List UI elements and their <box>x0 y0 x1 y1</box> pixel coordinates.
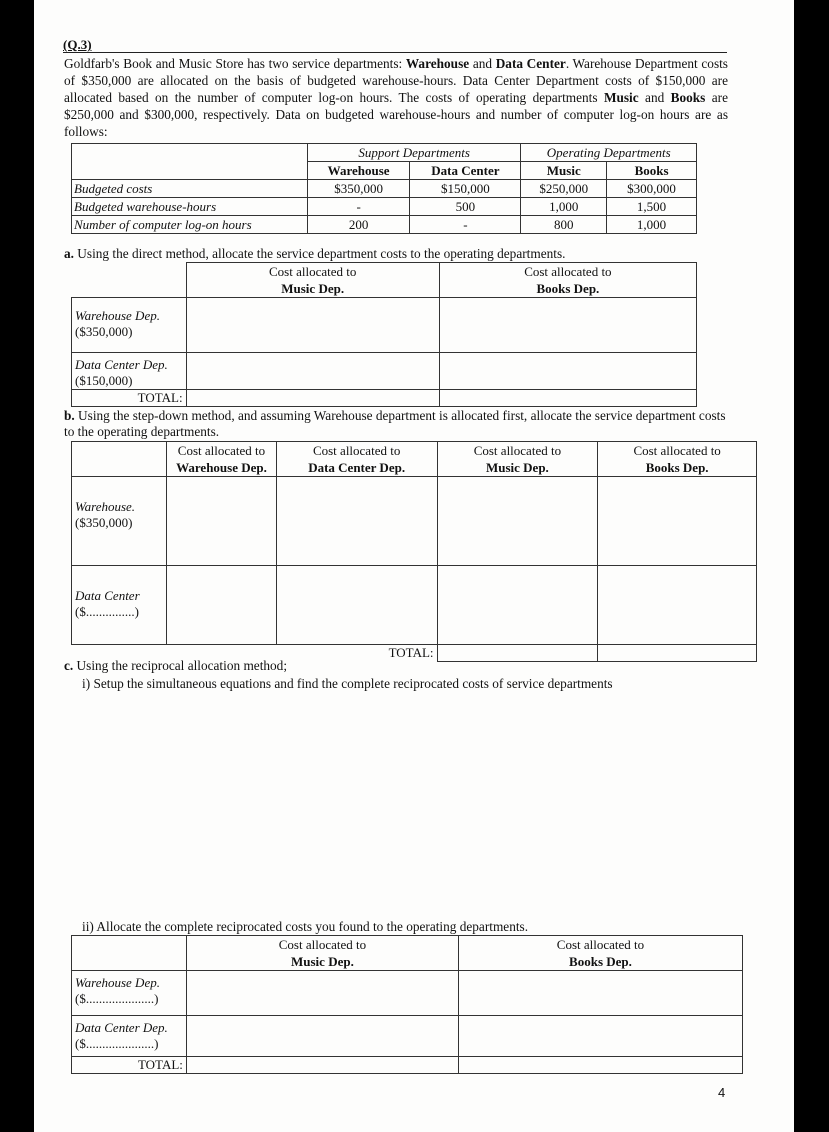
part-c-text: Using the reciprocal allocation method; <box>73 658 288 673</box>
answer-cell[interactable] <box>186 353 439 390</box>
blank-cell <box>72 936 187 971</box>
part-a-text: Using the direct method, allocate the service department costs to the operating departments. <box>73 246 566 261</box>
total-label: TOTAL: <box>72 645 438 662</box>
col-prefix: Cost allocated to <box>524 264 612 279</box>
cell: 1,000 <box>607 216 697 234</box>
col-prefix: Cost allocated to <box>633 443 721 458</box>
total-cell[interactable] <box>439 390 696 407</box>
answer-cell[interactable] <box>276 477 437 566</box>
col-title: Data Center Dep. <box>308 460 406 475</box>
step-down-table <box>71 441 757 662</box>
cell: $350,000 <box>307 180 410 198</box>
col-warehouse: Warehouse <box>307 162 410 180</box>
intro-text-3: . Warehouse Department costs of $350,000 are allocated on the basis of budgeted warehouse-hours. Data Center Department costs of $150,000 are allocated based on the number of computer log-on hours. The costs of operating departments <box>64 56 728 105</box>
row-amount: ($.....................) <box>75 1036 159 1051</box>
cell: $300,000 <box>607 180 697 198</box>
col-books-alloc <box>439 263 696 298</box>
budget-data-table <box>71 143 697 234</box>
part-c-ii: ii) Allocate the complete reciprocated costs you found to the operating departments. <box>82 919 529 934</box>
warehouse-row-label <box>72 971 187 1016</box>
part-c-title <box>64 658 287 674</box>
question-intro <box>64 55 728 140</box>
cell: - <box>307 198 410 216</box>
cell: 500 <box>410 198 521 216</box>
total-cell[interactable] <box>437 645 598 662</box>
part-c-i: i) Setup the simultaneous equations and find the complete reciprocated costs of service departments <box>82 676 613 691</box>
col-title: Warehouse Dep. <box>176 460 267 475</box>
table-row <box>72 198 697 216</box>
row-label: Number of computer log-on hours <box>72 216 308 234</box>
answer-cell[interactable] <box>439 353 696 390</box>
total-cell[interactable] <box>186 390 439 407</box>
data-center-row-label <box>72 1016 187 1057</box>
total-cell[interactable] <box>458 1057 742 1074</box>
table-row <box>72 180 697 198</box>
col-prefix: Cost allocated to <box>556 937 645 952</box>
cell: 200 <box>307 216 410 234</box>
answer-cell[interactable] <box>458 971 742 1016</box>
direct-method-table <box>71 262 697 407</box>
answer-cell[interactable] <box>598 477 757 566</box>
col-music-alloc <box>437 442 598 477</box>
cell: 800 <box>521 216 607 234</box>
header-rule <box>63 52 727 53</box>
col-books: Books <box>607 162 697 180</box>
row-amount: ($.....................) <box>75 991 159 1006</box>
page-number: 4 <box>718 1085 726 1100</box>
cell: 1,000 <box>521 198 607 216</box>
answer-cell[interactable] <box>437 566 598 645</box>
cell: $250,000 <box>521 180 607 198</box>
answer-cell[interactable] <box>186 1016 458 1057</box>
operating-departments-header: Operating Departments <box>521 144 697 162</box>
answer-cell[interactable] <box>276 566 437 645</box>
total-label: TOTAL: <box>72 390 187 407</box>
worksheet-page <box>34 0 794 1132</box>
col-music-alloc <box>186 936 458 971</box>
part-b-title <box>64 408 732 440</box>
answer-cell[interactable] <box>437 477 598 566</box>
row-name: Data Center <box>75 588 140 603</box>
col-title: Music Dep. <box>281 281 345 296</box>
work-area[interactable] <box>82 700 722 910</box>
intro-music: Music <box>603 90 639 105</box>
col-prefix: Cost allocated to <box>177 443 266 458</box>
intro-data-center: Data Center <box>495 56 566 71</box>
total-cell[interactable] <box>598 645 757 662</box>
row-label: Budgeted warehouse-hours <box>72 198 308 216</box>
total-label: TOTAL: <box>72 1057 187 1074</box>
reciprocal-table <box>71 935 743 1074</box>
intro-books: Books <box>670 90 706 105</box>
col-warehouse-alloc <box>167 442 277 477</box>
answer-cell[interactable] <box>458 1016 742 1057</box>
intro-text-2: and <box>469 56 496 71</box>
blank-cell <box>72 442 167 477</box>
data-center-row-label <box>72 353 187 390</box>
col-music-alloc <box>186 263 439 298</box>
answer-cell[interactable] <box>439 298 696 353</box>
part-b-text: Using the step-down method, and assuming Warehouse department is allocated first, allocate the service department costs to the operating departments. <box>64 408 726 439</box>
col-title: Books Dep. <box>645 460 709 475</box>
answer-cell[interactable] <box>186 298 439 353</box>
col-title: Music Dep. <box>291 954 354 969</box>
corner-cell <box>72 144 308 162</box>
part-c-label: c. <box>64 658 74 673</box>
cell: $150,000 <box>410 180 521 198</box>
col-data-center: Data Center <box>410 162 521 180</box>
intro-text-1: Goldfarb's Book and Music Store has two service departments: <box>64 56 406 71</box>
table-row <box>72 216 697 234</box>
col-prefix: Cost allocated to <box>473 443 562 458</box>
answer-cell[interactable] <box>186 971 458 1016</box>
col-books-alloc <box>598 442 757 477</box>
row-name: Warehouse Dep. <box>75 975 160 990</box>
intro-warehouse: Warehouse <box>405 56 470 71</box>
intro-text-5: are $250,000 and $300,000, respectively. Data on budgeted warehouse-hours and number of computer log-on hours are as follows: <box>64 90 728 139</box>
col-prefix: Cost allocated to <box>278 937 367 952</box>
row-name: Data Center Dep. <box>75 357 168 372</box>
row-name: Warehouse. <box>75 499 136 514</box>
row-name: Data Center Dep. <box>75 1020 168 1035</box>
question-number: (Q.3) <box>63 37 92 52</box>
col-books-alloc <box>458 936 742 971</box>
cell: - <box>410 216 521 234</box>
blank-cell <box>72 162 308 180</box>
data-center-row-label <box>72 566 167 645</box>
answer-cell[interactable] <box>167 477 277 566</box>
col-title: Books Dep. <box>569 954 632 969</box>
warehouse-row-label <box>72 298 187 353</box>
answer-cell[interactable] <box>598 566 757 645</box>
part-a-title <box>64 246 565 262</box>
cell: 1,500 <box>607 198 697 216</box>
blank-cell <box>72 263 187 298</box>
row-amount: ($150,000) <box>75 373 133 388</box>
row-label: Budgeted costs <box>72 180 308 198</box>
total-cell[interactable] <box>186 1057 458 1074</box>
support-departments-header: Support Departments <box>307 144 521 162</box>
col-prefix: Cost allocated to <box>268 264 357 279</box>
row-amount: ($350,000) <box>75 515 133 530</box>
col-music: Music <box>521 162 607 180</box>
part-b-label: b. <box>64 408 75 423</box>
row-amount: ($...............) <box>75 604 139 619</box>
col-title: Books Dep. <box>536 281 600 296</box>
col-prefix: Cost allocated to <box>312 443 401 458</box>
warehouse-row-label <box>72 477 167 566</box>
row-amount: ($350,000) <box>75 324 133 339</box>
col-title: Music Dep. <box>485 460 549 475</box>
row-name: Warehouse Dep. <box>75 308 160 323</box>
intro-text-4: and <box>638 90 671 105</box>
col-data-center-alloc <box>276 442 437 477</box>
answer-cell[interactable] <box>167 566 277 645</box>
part-a-label: a. <box>64 246 74 261</box>
